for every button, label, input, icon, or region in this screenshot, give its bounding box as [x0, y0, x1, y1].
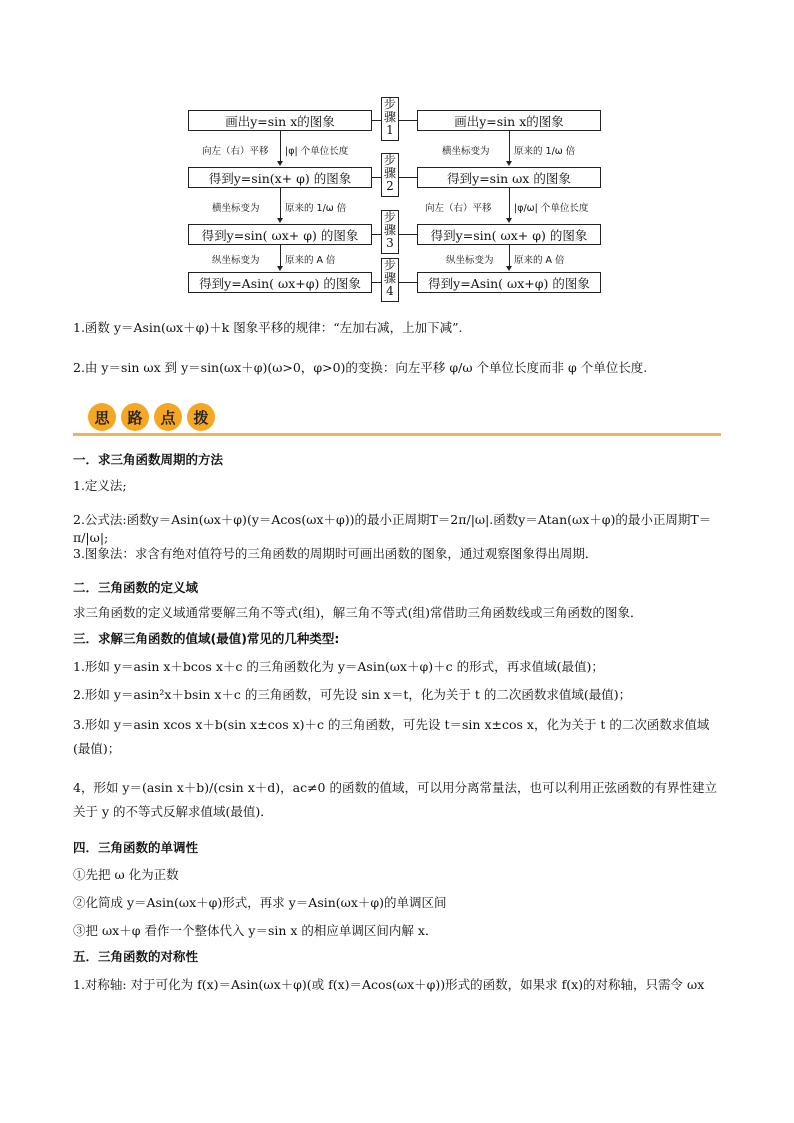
left-arrow-1-label-a: 向左（右）平移 — [202, 146, 269, 157]
mono-step-1: ①先把 ω 化为正数 — [73, 867, 179, 882]
step-4: 步 骤 4 — [381, 258, 399, 302]
mono-step-3: ③把 ωx＋φ 看作一个整体代入 y＝sin x 的相应单调区间内解 x． — [73, 923, 438, 938]
section-tag-2: 路 — [121, 403, 149, 431]
period-definition: 1.定义法; — [73, 478, 127, 493]
range-type-2: 2.形如 y＝asin²x＋bsin x＋c 的三角函数，可先设 sin x＝t，化为关于 t 的二次函数求值域(最值)； — [73, 687, 632, 702]
right-box-1: 画出y=sin x的图象 — [417, 110, 601, 131]
left-arrow-1-label-b: |φ| 个单位长度 — [285, 146, 349, 157]
right-arrow-3-label-a: 纵坐标变为 — [446, 255, 494, 266]
period-graph: 3.图象法：求含有绝对值符号的三角函数的周期时可画出函数的图象，通过观察图象得出周期． — [73, 546, 598, 561]
arrow-down-icon — [506, 266, 512, 271]
domain-text: 求三角函数的定义域通常要解三角不等式(组)，解三角不等式(组)常借助三角函数线或三角函数的图象． — [73, 605, 643, 620]
range-type-4: 4，形如 y＝(asin x＋b)/(csin x＋d)，ac≠0 的函数的值域，可以用分离常量法，也可以利用正弦函数的有界性建立关于 y 的不等式反解求值域(最值)． — [73, 780, 717, 819]
heading-monotonicity: 四．三角函数的单调性 — [73, 840, 199, 855]
left-box-2: 得到y=sin(x+ φ) 的图象 — [188, 167, 372, 188]
arrow-down-icon — [277, 266, 283, 271]
range-type-1: 1.形如 y＝asin x＋bcos x＋c 的三角函数化为 y＝Asin(ωx＋φ)＋c 的形式，再求值域(最值)； — [73, 659, 604, 674]
right-arrow-2-label-b: |φ/ω| 个单位长度 — [514, 203, 589, 214]
right-arrow-1-label-b: 原来的 1/ω 倍 — [514, 146, 576, 157]
left-arrow-3-label-a: 纵坐标变为 — [212, 255, 260, 266]
left-arrow-2-label-b: 原来的 1/ω 倍 — [285, 203, 347, 214]
left-arrow-3-label-b: 原来的 A 倍 — [285, 255, 336, 266]
heading-symmetry: 五．三角函数的对称性 — [73, 949, 199, 964]
left-arrow-2-label-a: 横坐标变为 — [212, 203, 260, 214]
step-3: 步 骤 3 — [381, 210, 399, 254]
step-2: 步 骤 2 — [381, 153, 399, 197]
heading-domain: 二．三角函数的定义域 — [73, 580, 199, 595]
symmetry-axis: 1.对称轴: 对于可化为 f(x)＝Asin(ωx＋φ)(或 f(x)＝Acos(ωx＋φ))形式的函数，如果求 f(x)的对称轴，只需令 ωx — [73, 977, 705, 992]
right-arrow-1-label-a: 横坐标变为 — [442, 146, 490, 157]
arrow-down-icon — [277, 218, 283, 223]
period-formula: 2.公式法:函数y＝Asin(ωx＋φ)(y＝Acos(ωx＋φ))的最小正周期T＝2π/|ω|.函数y＝Atan(ωx＋φ)的最小正周期T＝π/|ω|; — [73, 512, 712, 545]
step-1: 步 骤 1 — [381, 97, 399, 141]
right-arrow-2-label-a: 向左（右）平移 — [425, 203, 492, 214]
left-box-3: 得到y=sin( ωx+ φ) 的图象 — [188, 224, 372, 245]
note-2: 2.由 y＝sin ωx 到 y＝sin(ωx＋φ)(ω>0，φ>0)的变换：向左平移 φ/ω 个单位长度而非 φ 个单位长度. — [73, 360, 648, 375]
mono-step-2: ②化简成 y＝Asin(ωx＋φ)形式，再求 y＝Asin(ωx＋φ)的单调区间 — [73, 895, 447, 910]
heading-range: 三．求解三角函数的值域(最值)常见的几种类型: — [73, 631, 340, 646]
heading-period: 一．求三角函数周期的方法 — [73, 452, 224, 467]
section-divider — [73, 433, 721, 436]
arrow-down-icon — [506, 161, 512, 166]
arrow-down-icon — [277, 161, 283, 166]
left-box-4: 得到y=Asin( ωx+φ) 的图象 — [188, 272, 372, 293]
right-box-3: 得到y=sin( ωx+ φ) 的图象 — [417, 224, 601, 245]
right-arrow-3-label-b: 原来的 A 倍 — [514, 255, 565, 266]
section-tag-1: 思 — [88, 403, 116, 431]
arrow-down-icon — [506, 218, 512, 223]
left-box-1: 画出y=sin x的图象 — [188, 110, 372, 131]
section-tag-4: 拨 — [187, 403, 215, 431]
right-box-2: 得到y=sin ωx 的图象 — [417, 167, 601, 188]
section-tag-3: 点 — [154, 403, 182, 431]
range-type-3: 3.形如 y＝asin xcos x＋b(sin x±cos x)＋c 的三角函数，可先设 t＝sin x±cos x，化为关于 t 的二次函数求值域(最值)； — [73, 717, 710, 756]
right-box-4: 得到y=Asin( ωx+φ) 的图象 — [417, 272, 601, 293]
note-1: 1.函数 y＝Asin(ωx＋φ)＋k 图象平移的规律：“左加右减，上加下减”. — [73, 320, 463, 335]
